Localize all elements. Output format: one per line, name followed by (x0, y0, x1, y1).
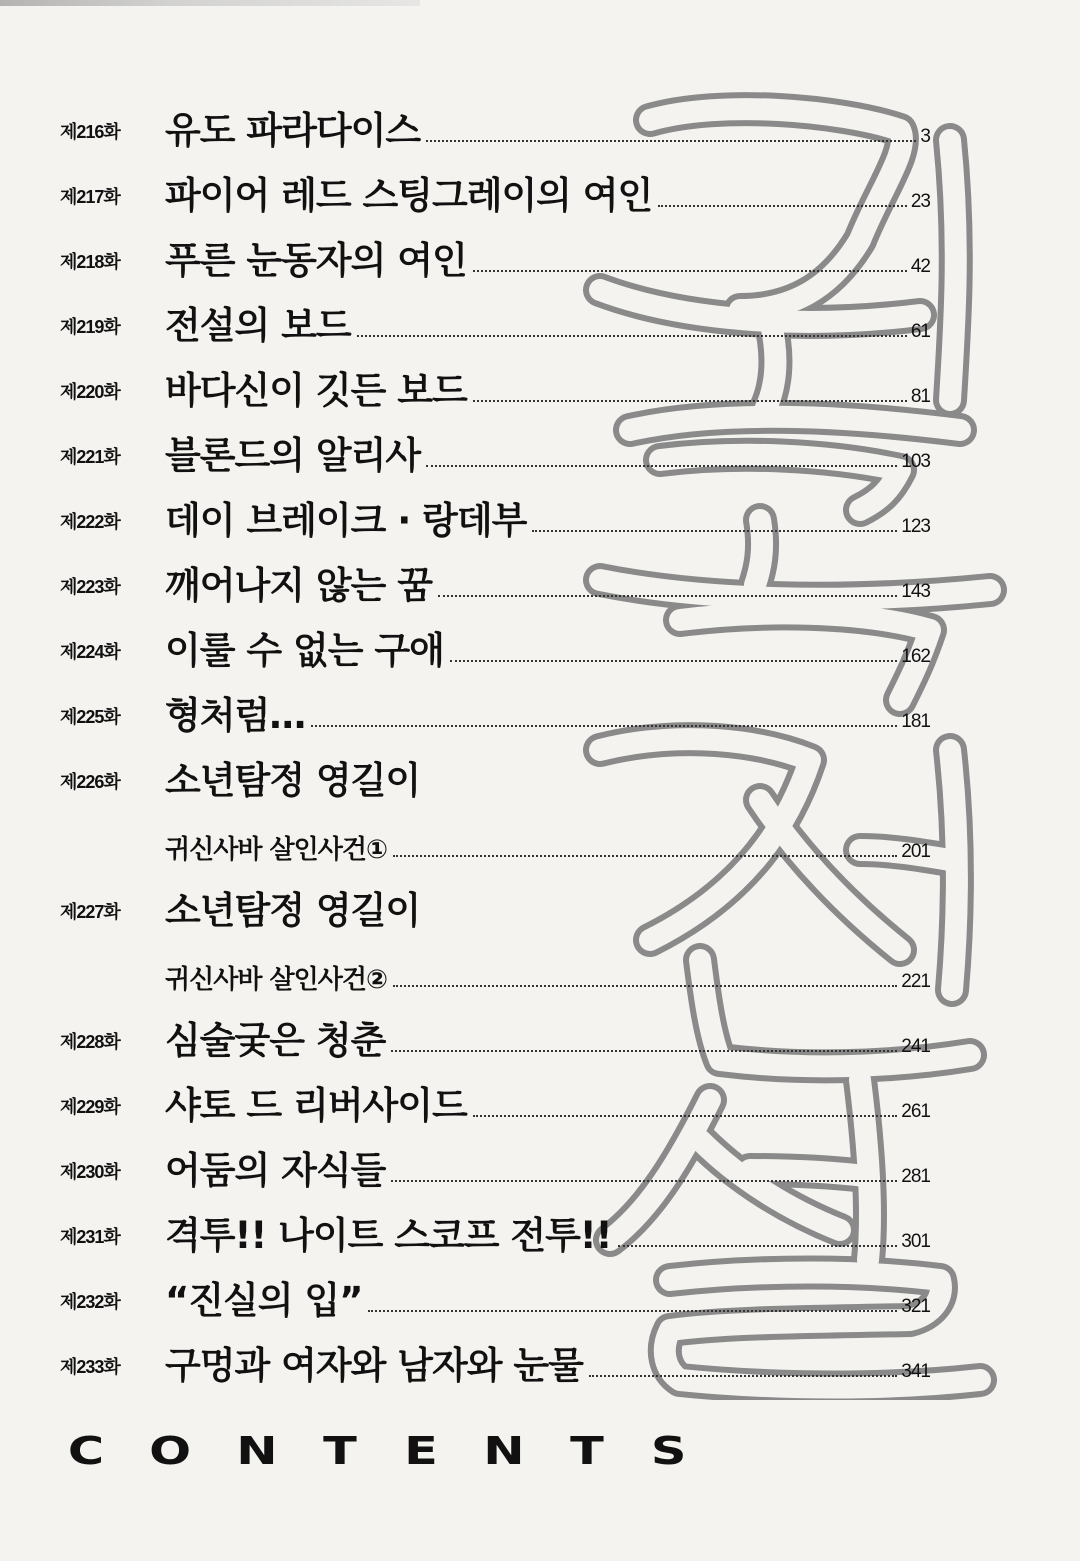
page-number: 261 (901, 1101, 930, 1122)
episode-number: 제227화 (60, 902, 120, 922)
episode-number: 제230화 (60, 1162, 120, 1182)
episode-subtitle: 귀신사바 살인사건① (165, 835, 387, 865)
dot-leader (473, 400, 907, 402)
dot-leader (393, 985, 897, 987)
dot-leader (426, 465, 897, 467)
episode-title: 소년탐정 영길이 (165, 759, 421, 802)
dot-leader (532, 530, 897, 532)
toc-entry-222[interactable] (60, 488, 930, 542)
dot-leader (391, 1180, 897, 1182)
page-number: 221 (901, 971, 930, 992)
episode-title: 이룰 수 없는 구애 (165, 629, 444, 672)
dot-leader (311, 725, 897, 727)
toc-entry-230[interactable] (60, 1138, 930, 1192)
toc-entry-228[interactable] (60, 1008, 930, 1062)
episode-title: 바다신이 깃든 보드 (165, 369, 467, 412)
contents-letter: S (650, 1429, 687, 1473)
episode-subtitle: 귀신사바 살인사건② (165, 965, 387, 995)
page-number: 81 (910, 386, 930, 407)
episode-number: 제229화 (60, 1097, 120, 1117)
episode-number: 제228화 (60, 1032, 120, 1052)
contents-letter: N (236, 1429, 278, 1473)
dot-leader (473, 1115, 898, 1117)
episode-title: 유도 파라다이스 (165, 109, 421, 152)
episode-number: 제224화 (60, 642, 120, 662)
episode-title: 푸른 눈동자의 여인 (165, 239, 467, 282)
episode-number: 제218화 (60, 252, 120, 272)
toc-entry-225[interactable] (60, 683, 930, 737)
episode-number: 제226화 (60, 772, 120, 792)
episode-title: 심술궂은 청춘 (165, 1019, 386, 1062)
page-number: 61 (910, 321, 930, 342)
page-number: 241 (901, 1036, 930, 1057)
episode-title: 형처럼… (165, 694, 306, 737)
page-number: 42 (910, 256, 930, 277)
toc-entry-218[interactable] (60, 228, 930, 282)
episode-number: 제233화 (60, 1357, 120, 1377)
toc-entry-232[interactable] (60, 1268, 930, 1322)
episode-number: 제217화 (60, 187, 120, 207)
page-number: 103 (901, 451, 930, 472)
episode-title: 격투!! 나이트 스코프 전투!! (165, 1214, 612, 1257)
episode-number: 제216화 (60, 122, 120, 142)
toc-entry-231[interactable] (60, 1203, 930, 1257)
toc-entry-226-subtitle[interactable] (60, 813, 930, 867)
toc-entry-229[interactable] (60, 1073, 930, 1127)
episode-title: 블론드의 알리사 (165, 434, 421, 477)
page-number: 321 (901, 1296, 930, 1317)
toc-entry-216[interactable] (60, 98, 930, 152)
contents-letter: O (149, 1429, 192, 1473)
contents-letter: N (483, 1429, 525, 1473)
episode-title: 샤토 드 리버사이드 (165, 1084, 467, 1127)
dot-leader (391, 1050, 897, 1052)
toc-entry-226[interactable] (60, 748, 930, 802)
toc-entry-221[interactable] (60, 423, 930, 477)
episode-title: “진실의 입” (165, 1279, 363, 1322)
toc-entry-227[interactable] (60, 878, 930, 932)
dot-leader (393, 855, 897, 857)
episode-title: 어둠의 자식들 (165, 1149, 386, 1192)
episode-number: 제221화 (60, 447, 120, 467)
episode-number: 제220화 (60, 382, 120, 402)
page-number: 301 (901, 1231, 930, 1252)
contents-letter: T (323, 1429, 358, 1473)
toc-entry-224[interactable] (60, 618, 930, 672)
contents-heading (67, 1429, 687, 1473)
dot-leader (438, 595, 897, 597)
page-number: 123 (901, 516, 930, 537)
page-number: 341 (901, 1361, 930, 1382)
episode-title: 데이 브레이크 · 랑데부 (165, 499, 527, 542)
contents-letter: T (570, 1429, 605, 1473)
episode-number: 제222화 (60, 512, 120, 532)
dot-leader (589, 1375, 897, 1377)
toc-entry-219[interactable] (60, 293, 930, 347)
toc-entry-233[interactable] (60, 1333, 930, 1387)
dot-leader (357, 335, 907, 337)
episode-number: 제223화 (60, 577, 120, 597)
dot-leader (426, 140, 916, 142)
toc-entry-227-subtitle[interactable] (60, 943, 930, 997)
toc-entry-223[interactable] (60, 553, 930, 607)
episode-number: 제232화 (60, 1292, 120, 1312)
episode-title: 전설의 보드 (165, 304, 351, 347)
page-number: 143 (901, 581, 930, 602)
toc-entry-217[interactable] (60, 163, 930, 217)
toc-entry-220[interactable] (60, 358, 930, 412)
contents-letter: E (403, 1429, 438, 1473)
contents-letter: C (67, 1429, 105, 1473)
episode-title: 파이어 레드 스팅그레이의 여인 (165, 174, 653, 217)
page-number: 201 (901, 841, 930, 862)
dot-leader (473, 270, 907, 272)
dot-leader (658, 205, 907, 207)
episode-number: 제231화 (60, 1227, 120, 1247)
episode-number: 제225화 (60, 707, 120, 727)
page-number: 162 (901, 646, 930, 667)
page-number: 181 (901, 711, 930, 732)
dot-leader (450, 660, 897, 662)
dot-leader (618, 1245, 898, 1247)
dot-leader (368, 1310, 897, 1312)
page-number: 281 (901, 1166, 930, 1187)
page-number: 3 (920, 126, 930, 147)
episode-title: 구멍과 여자와 남자와 눈물 (165, 1344, 583, 1387)
episode-title: 깨어나지 않는 꿈 (165, 564, 432, 607)
episode-number: 제219화 (60, 317, 120, 337)
episode-title: 소년탐정 영길이 (165, 889, 421, 932)
page-number: 23 (910, 191, 930, 212)
